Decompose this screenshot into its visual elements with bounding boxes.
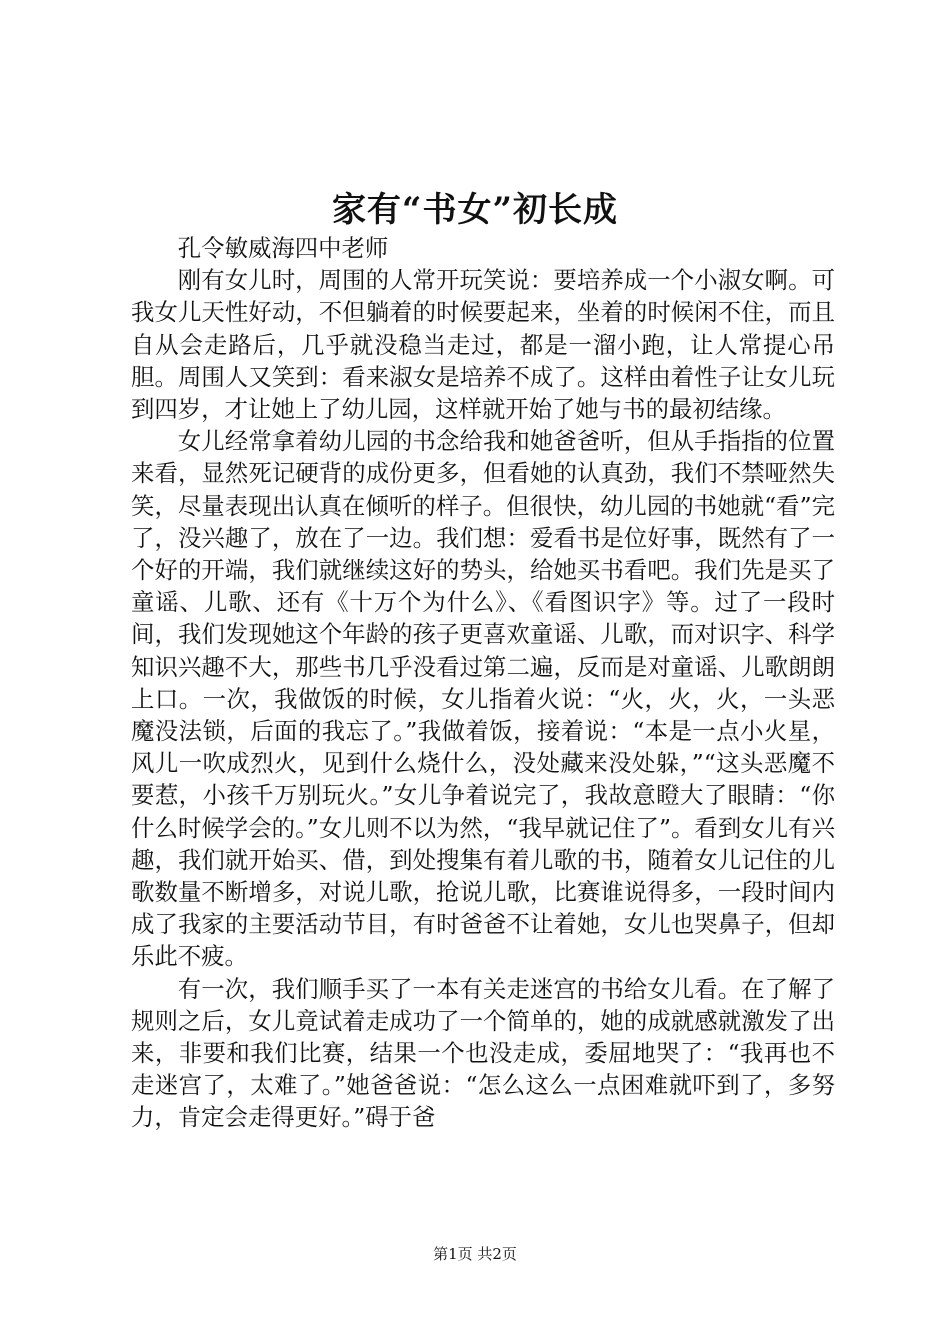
document-body (131, 232, 835, 1134)
paragraph: 刚有女儿时，周围的人常开玩笑说：要培养成一个小淑女啊。可我女儿天性好动，不但躺着的时候要起来，坐着的时候闲不住，而且自从会走路后，几乎就没稳当走过，都是一溜小跑，让人常提心吊胆。周围人又笑到：看来淑女是培养不成了。这样由着性子让女儿玩到四岁，才让她上了幼儿园，这样就开始了她与书的最初结缘。 (131, 266, 835, 424)
document-title: 家有“书女”初长成 (331, 190, 619, 230)
paragraph: 女儿经常拿着幼儿园的书念给我和她爸爸听，但从手指指的位置来看，显然死记硬背的成份更多，但看她的认真劲，我们不禁哑然失笑，尽量表现出认真在倾听的样子。但很快，幼儿园的书她就“看”完了，没兴趣了，放在了一边。我们想：爱看书是位好事，既然有了一个好的开端，我们就继续这好的势头，给她买书看吧。我们先是买了童谣、儿歌、还有《十万个为什么》、《看图识字》等。过了一段时间，我们发现她这个年龄的孩子更喜欢童谣、儿歌，而对识字、科学知识兴趣不大，那些书几乎没看过第二遍，反而是对童谣、儿歌朗朗上口。一次，我做饭的时候，女儿指着火说：“火，火，火，一头恶魔没法锁，后面的我忘了。”我做着饭，接着说：“本是一点小火星，风儿一吹成烈火，见到什么烧什么，没处藏来没处躲，”“这头恶魔不要惹，小孩千万别玩火。”女儿争着说完了，我故意瞪大了眼睛：“你什么时候学会的。”女儿则不以为然，“我早就记住了”。看到女儿有兴趣，我们就开始买、借，到处搜集有着儿歌的书，随着女儿记住的儿歌数量不断增多，对说儿歌，抢说儿歌，比赛谁说得多，一段时间内成了我家的主要活动节目，有时爸爸不让着她，女儿也哭鼻子，但却乐此不疲。 (131, 427, 835, 971)
author-line: 孔令敏威海四中老师 (177, 234, 389, 262)
paragraph: 有一次，我们顺手买了一本有关走迷宫的书给女儿看。在了解了规则之后，女儿竟试着走成功了一个简单的，她的成就感就激发了出来，非要和我们比赛，结果一个也没走成，委屈地哭了：“我再也不走迷宫了，太难了。”她爸爸说：“怎么这么一点困难就吓到了，多努力，肯定会走得更好。”碍于爸 (131, 974, 835, 1132)
page-footer: 第1页 共2页 (433, 1245, 517, 1263)
